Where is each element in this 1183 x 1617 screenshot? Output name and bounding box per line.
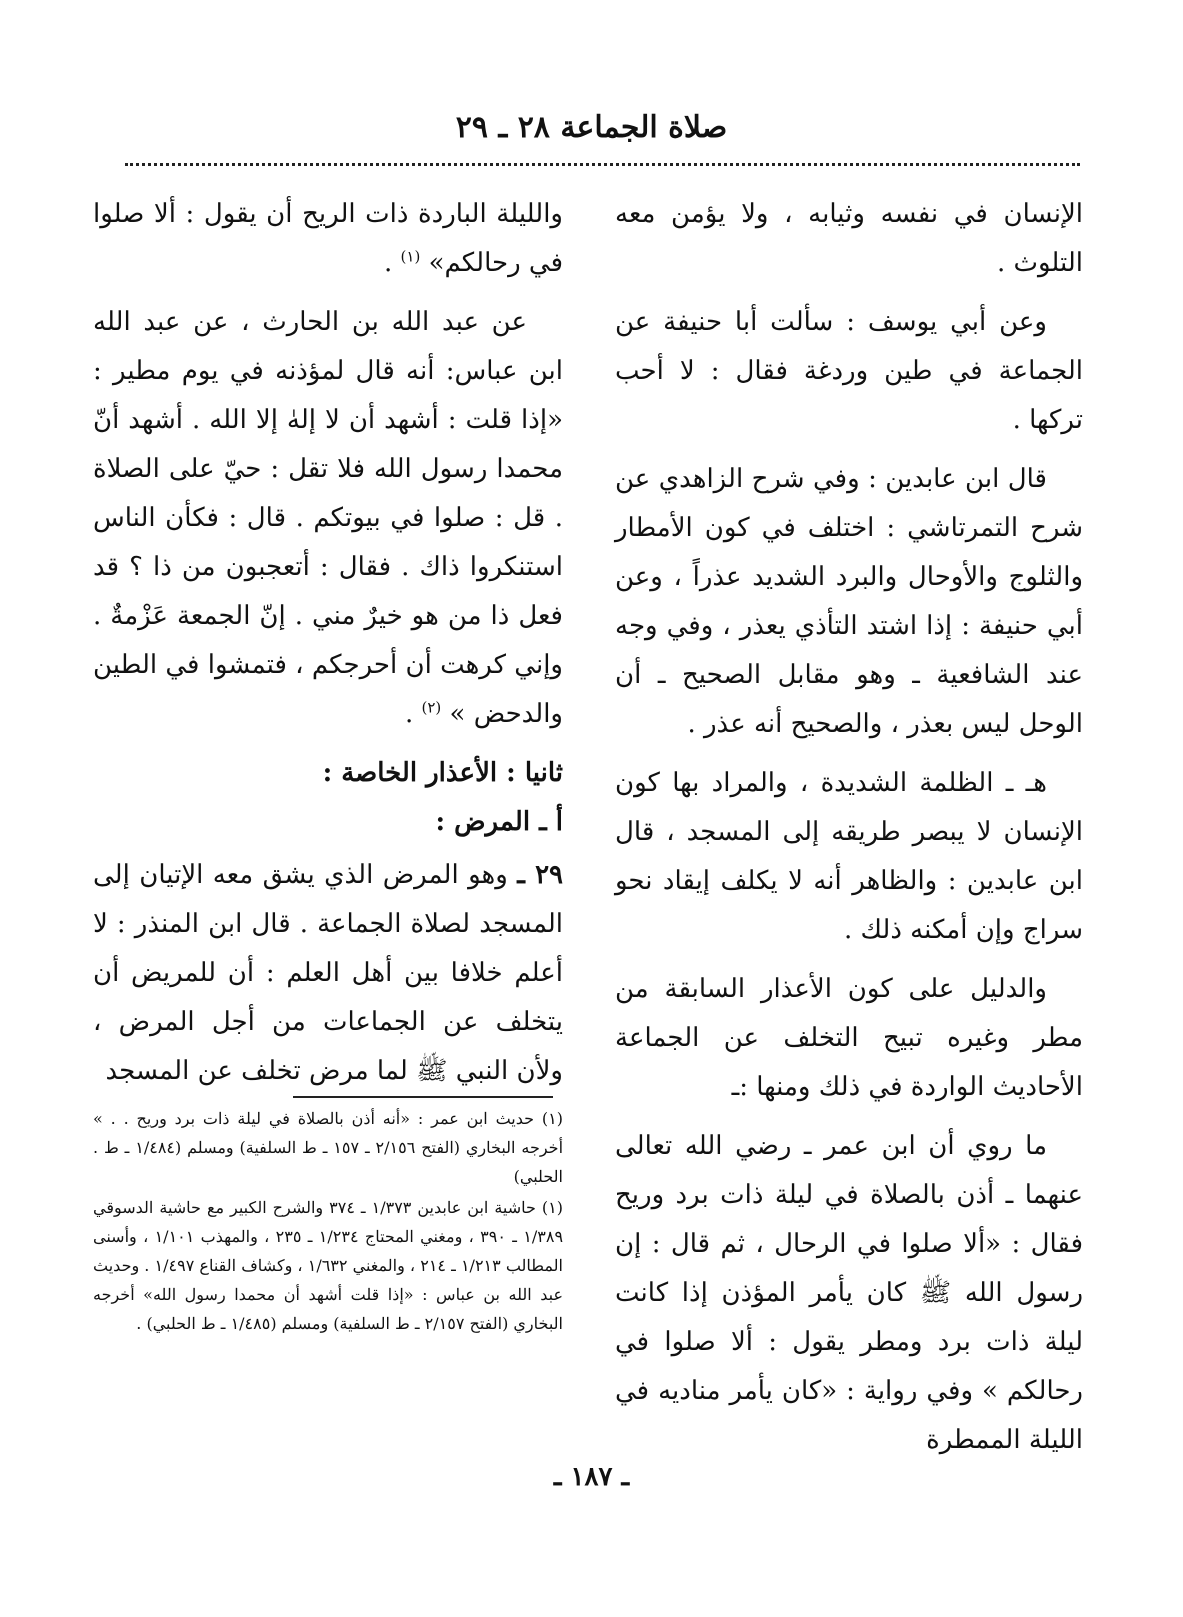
paragraph: الإنسان في نفسه وثيابه ، ولا يؤمن معه التلوث . [615, 199, 1083, 278]
paragraph-text: عن عبد الله بن الحارث ، عن عبد الله ابن عباس: أنه قال لمؤذنه في يوم مطير : «إذا قلت : أشهد أن لا إلهٰ إلا الله . أشهد أنّ محمدا رسول الله فلا تقل : حيّ على الصلاة . قل : صلوا في بيوتكم . قال : فكأن الناس استنكروا ذاك . فقال : أتعجبون من ذا ؟ قد فعل ذا من هو خيرٌ مني . إنّ الجمعة عَزْمةٌ . وإني كرهت أن أحرجكم ، فتمشوا في الطين والدحض » [93, 307, 563, 729]
paragraph: وعن أبي يوسف : سألت أبا حنيفة عن الجماعة في طين وردغة فقال : لا أحب تركها . [615, 307, 1083, 435]
paragraph [93, 190, 563, 288]
footnote: (١) حديث ابن عمر : «أنه أذن بالصلاة في ليلة ذات برد وريح . . » أخرجه البخاري (الفتح ٢/١٥٦ ـ ١٥٧ ـ ط السلفية) ومسلم (١/٤٨٤ ـ ط . الحلبي) [93, 1109, 564, 1186]
page-number: ـ ١٨٧ ـ [553, 1462, 630, 1492]
left-text-column [93, 190, 563, 1106]
running-header-title: صلاة الجماعة ٢٨ ـ ٢٩ [455, 110, 728, 145]
footnote-reference: (١) [400, 247, 421, 266]
section-heading: ثانيا : الأعذار الخاصة : [322, 758, 563, 788]
paragraph-text: وهو المرض الذي يشق معه الإتيان إلى المسجد لصلاة الجماعة . قال ابن المنذر : لا أعلم خلافا بين أهل العلم : أن للمريض أن يتخلف عن الجماعات من أجل المرض ، ولأن النبي ﷺ لما مرض تخلف عن المسجد [93, 860, 563, 1086]
paragraph-text: والليلة الباردة ذات الريح أن يقول : ألا صلوا في رحالكم» [93, 199, 563, 278]
subsection-heading: أ ـ المرض : [435, 807, 563, 837]
paragraph-end-mark: . [384, 248, 393, 278]
paragraph: ما روي أن ابن عمر ـ رضي الله تعالى عنهما ـ أذن بالصلاة في ليلة ذات برد وريح فقال : «ألا صلوا في الرحال ، ثم قال : إن رسول الله ﷺ كان يأمر المؤذن إذا كانت ليلة ذات برد ومطر يقول : ألا صلوا في رحالكم » وفي رواية : «كان يأمر مناديه في الليلة الممطرة [615, 1131, 1083, 1455]
footnote-reference: (٢) [421, 698, 442, 717]
header-dotted-rule [125, 163, 1080, 166]
footnote-separator [293, 1096, 553, 1098]
right-text-column [615, 190, 1083, 1475]
paragraph: هـ ـ الظلمة الشديدة ، والمراد بها كون الإنسان لا يبصر طريقه إلى المسجد ، قال ابن عابدين : والظاهر أنه لا يكلف إيقاد نحو سراج وإن أمكنه ذلك . [615, 768, 1083, 945]
paragraph [93, 298, 563, 739]
footnotes [93, 1104, 563, 1340]
paragraph: والدليل على كون الأعذار السابقة من مطر وغيره تبيح التخلف عن الجماعة الأحاديث الواردة في ذلك ومنها :ـ [615, 974, 1083, 1102]
paragraph [93, 851, 563, 1096]
footnote: (١) حاشية ابن عابدين ١/٣٧٣ ـ ٣٧٤ والشرح الكبير مع حاشية الدسوقي ١/٣٨٩ ـ ٣٩٠ ، ومغني المحتاج ١/٢٣٤ ـ ٢٣٥ ، والمهذب ١/١٠١ ، وأسنى المطالب ١/٢١٣ ـ ٢١٤ ، والمغني ١/٦٣٢ ، وكشاف القناع ١/٤٩٧ . وحديث عبد الله بن عباس : «إذا قلت أشهد أن محمدا رسول الله» أخرجه البخاري (الفتح ٢/١٥٧ ـ ط السلفية) ومسلم (١/٤٨٥ ـ ط الحلبي) . [93, 1198, 564, 1333]
paragraph: قال ابن عابدين : وفي شرح الزاهدي عن شرح التمرتاشي : اختلف في كون الأمطار والثلوج والأوحال والبرد الشديد عذراً ، وعن أبي حنيفة : إذا اشتد التأذي يعذر ، وفي وجه عند الشافعية ـ وهو مقابل الصحيح ـ أن الوحل ليس بعذر ، والصحيح أنه عذر . [615, 464, 1083, 739]
item-number: ٢٩ ـ [517, 860, 563, 890]
paragraph-end-mark: . [404, 699, 414, 729]
